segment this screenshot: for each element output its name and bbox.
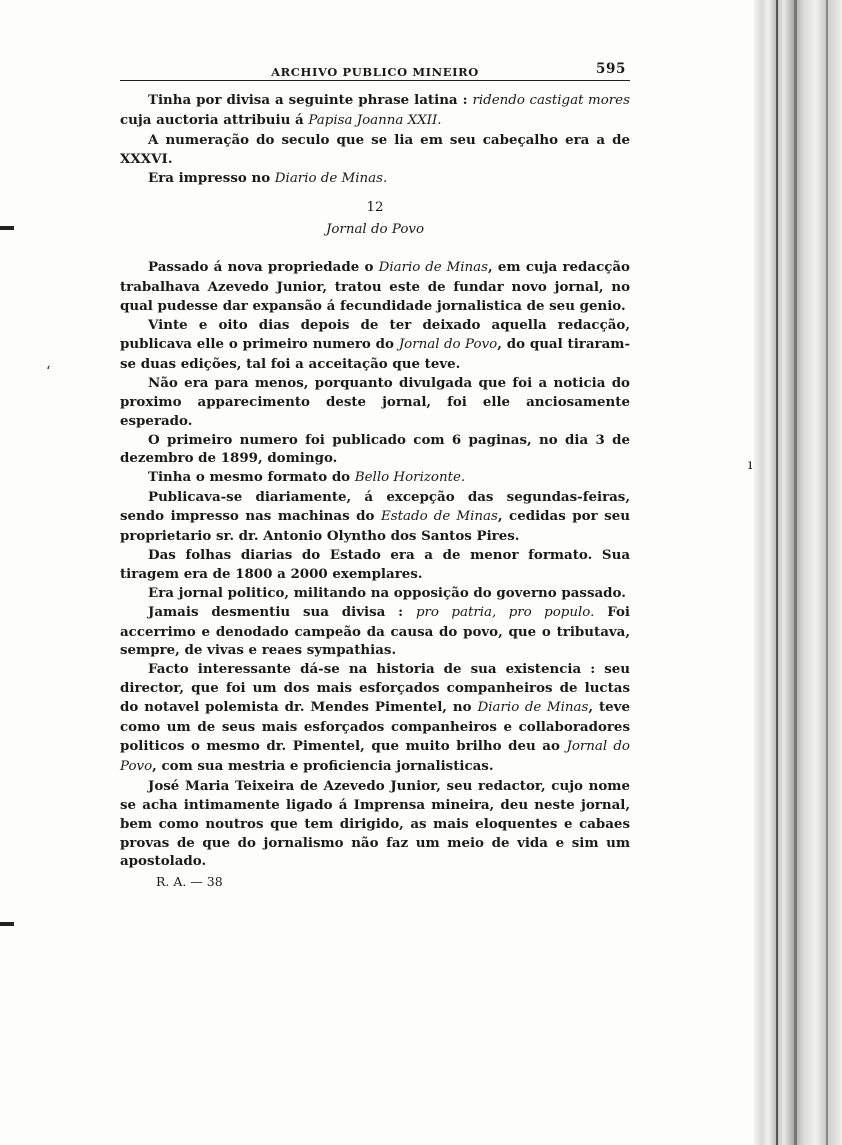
body-paragraph: Não era para menos, porquanto divulgada que foi a noticia do proximo apparecimento deste jornal, foi elle anciosamente esperado. xyxy=(120,374,630,429)
intro-paragraph: A numeração do seculo que se lia em seu cabeçalho era a de XXXVI. xyxy=(120,131,630,167)
binding-line xyxy=(794,0,797,1145)
body-paragraph: Passado á nova propriedade o Diario de Minas, em cuja redacção trabalhava Azevedo Junior, tratou este de fundar novo jornal, no qual pudesse dar expansão á fecundidade jornalistica de seu genio. xyxy=(120,259,630,315)
body-paragraph: José Maria Teixeira de Azevedo Junior, seu redactor, cujo nome se acha intimamente ligado á Imprensa mineira, deu neste jornal, bem como noutros que tem dirigido, as mais eloquentes e cabaes provas de que do jornalismo não faz um meio de vida e sim um apostolado. xyxy=(120,777,630,870)
intro-paragraph: Era impresso no Diario de Minas. xyxy=(148,169,388,186)
page-number: 595 xyxy=(596,61,626,77)
body-paragraph: Publicava-se diariamente, á excepção das segundas-feiras, sendo impresso nas machinas do Estado de Minas, cedidas por seu proprietario sr. dr. Antonio Olyntho dos Santos Pires. xyxy=(120,489,630,545)
section-title: Jornal do Povo xyxy=(325,222,425,238)
body-paragraph: Era jornal politico, militando na opposição do governo passado. xyxy=(148,584,626,601)
binding-line xyxy=(776,0,778,1145)
margin-mark xyxy=(0,226,14,230)
body-paragraph: Jamais desmentiu sua divisa : pro patria, pro populo. Foi accerrimo e denodado campeão da causa do povo, que o tributava, sempre, de vivas e reaes sympathias. xyxy=(120,603,630,659)
binding-line xyxy=(826,0,828,1145)
running-header xyxy=(120,58,630,81)
body-paragraph: Tinha o mesmo formato do Bello Horizonte. xyxy=(148,469,466,486)
body-paragraph: Das folhas diarias do Estado era a de menor formato. Sua tiragem era de 1800 a 2000 exemplares. xyxy=(120,546,630,582)
intro-paragraph: Tinha por divisa a seguinte phrase latina : ridendo castigat mores cuja auctoria attribuiu á Papisa Joanna XXII. xyxy=(120,92,630,128)
body-paragraph: Facto interessante dá-se na historia de sua existencia : seu director, que foi um dos mais esforçados companheiros de luctas do notavel polemista dr. Mendes Pimentel, no Diario de Minas, teve como um de seus mais esforçados companheiros e collaboradores politicos o mesmo dr. Pimentel, que muito brilho deu ao Jornal do Povo, com sua mestria e proficiencia jornalisticas. xyxy=(120,661,630,774)
margin-mark: ʻ xyxy=(46,364,51,380)
margin-mark: ı xyxy=(748,457,753,473)
page-content xyxy=(120,58,630,892)
margin-mark xyxy=(0,922,14,926)
book-binding-edge xyxy=(754,0,842,1145)
section-number: 12 xyxy=(366,199,384,215)
body-paragraph: O primeiro numero foi publicado com 6 paginas, no dia 3 de dezembro de 1899, domingo. xyxy=(120,431,630,467)
body-paragraph: Vinte e oito dias depois de ter deixado aquella redacção, publicava elle o primeiro numero do Jornal do Povo, do qual tiraram-se duas edições, tal foi a acceitação que teve. xyxy=(120,317,631,372)
header-title: ARCHIVO PUBLICO MINEIRO xyxy=(271,65,479,79)
signature-mark: R. A. — 38 xyxy=(156,874,223,890)
